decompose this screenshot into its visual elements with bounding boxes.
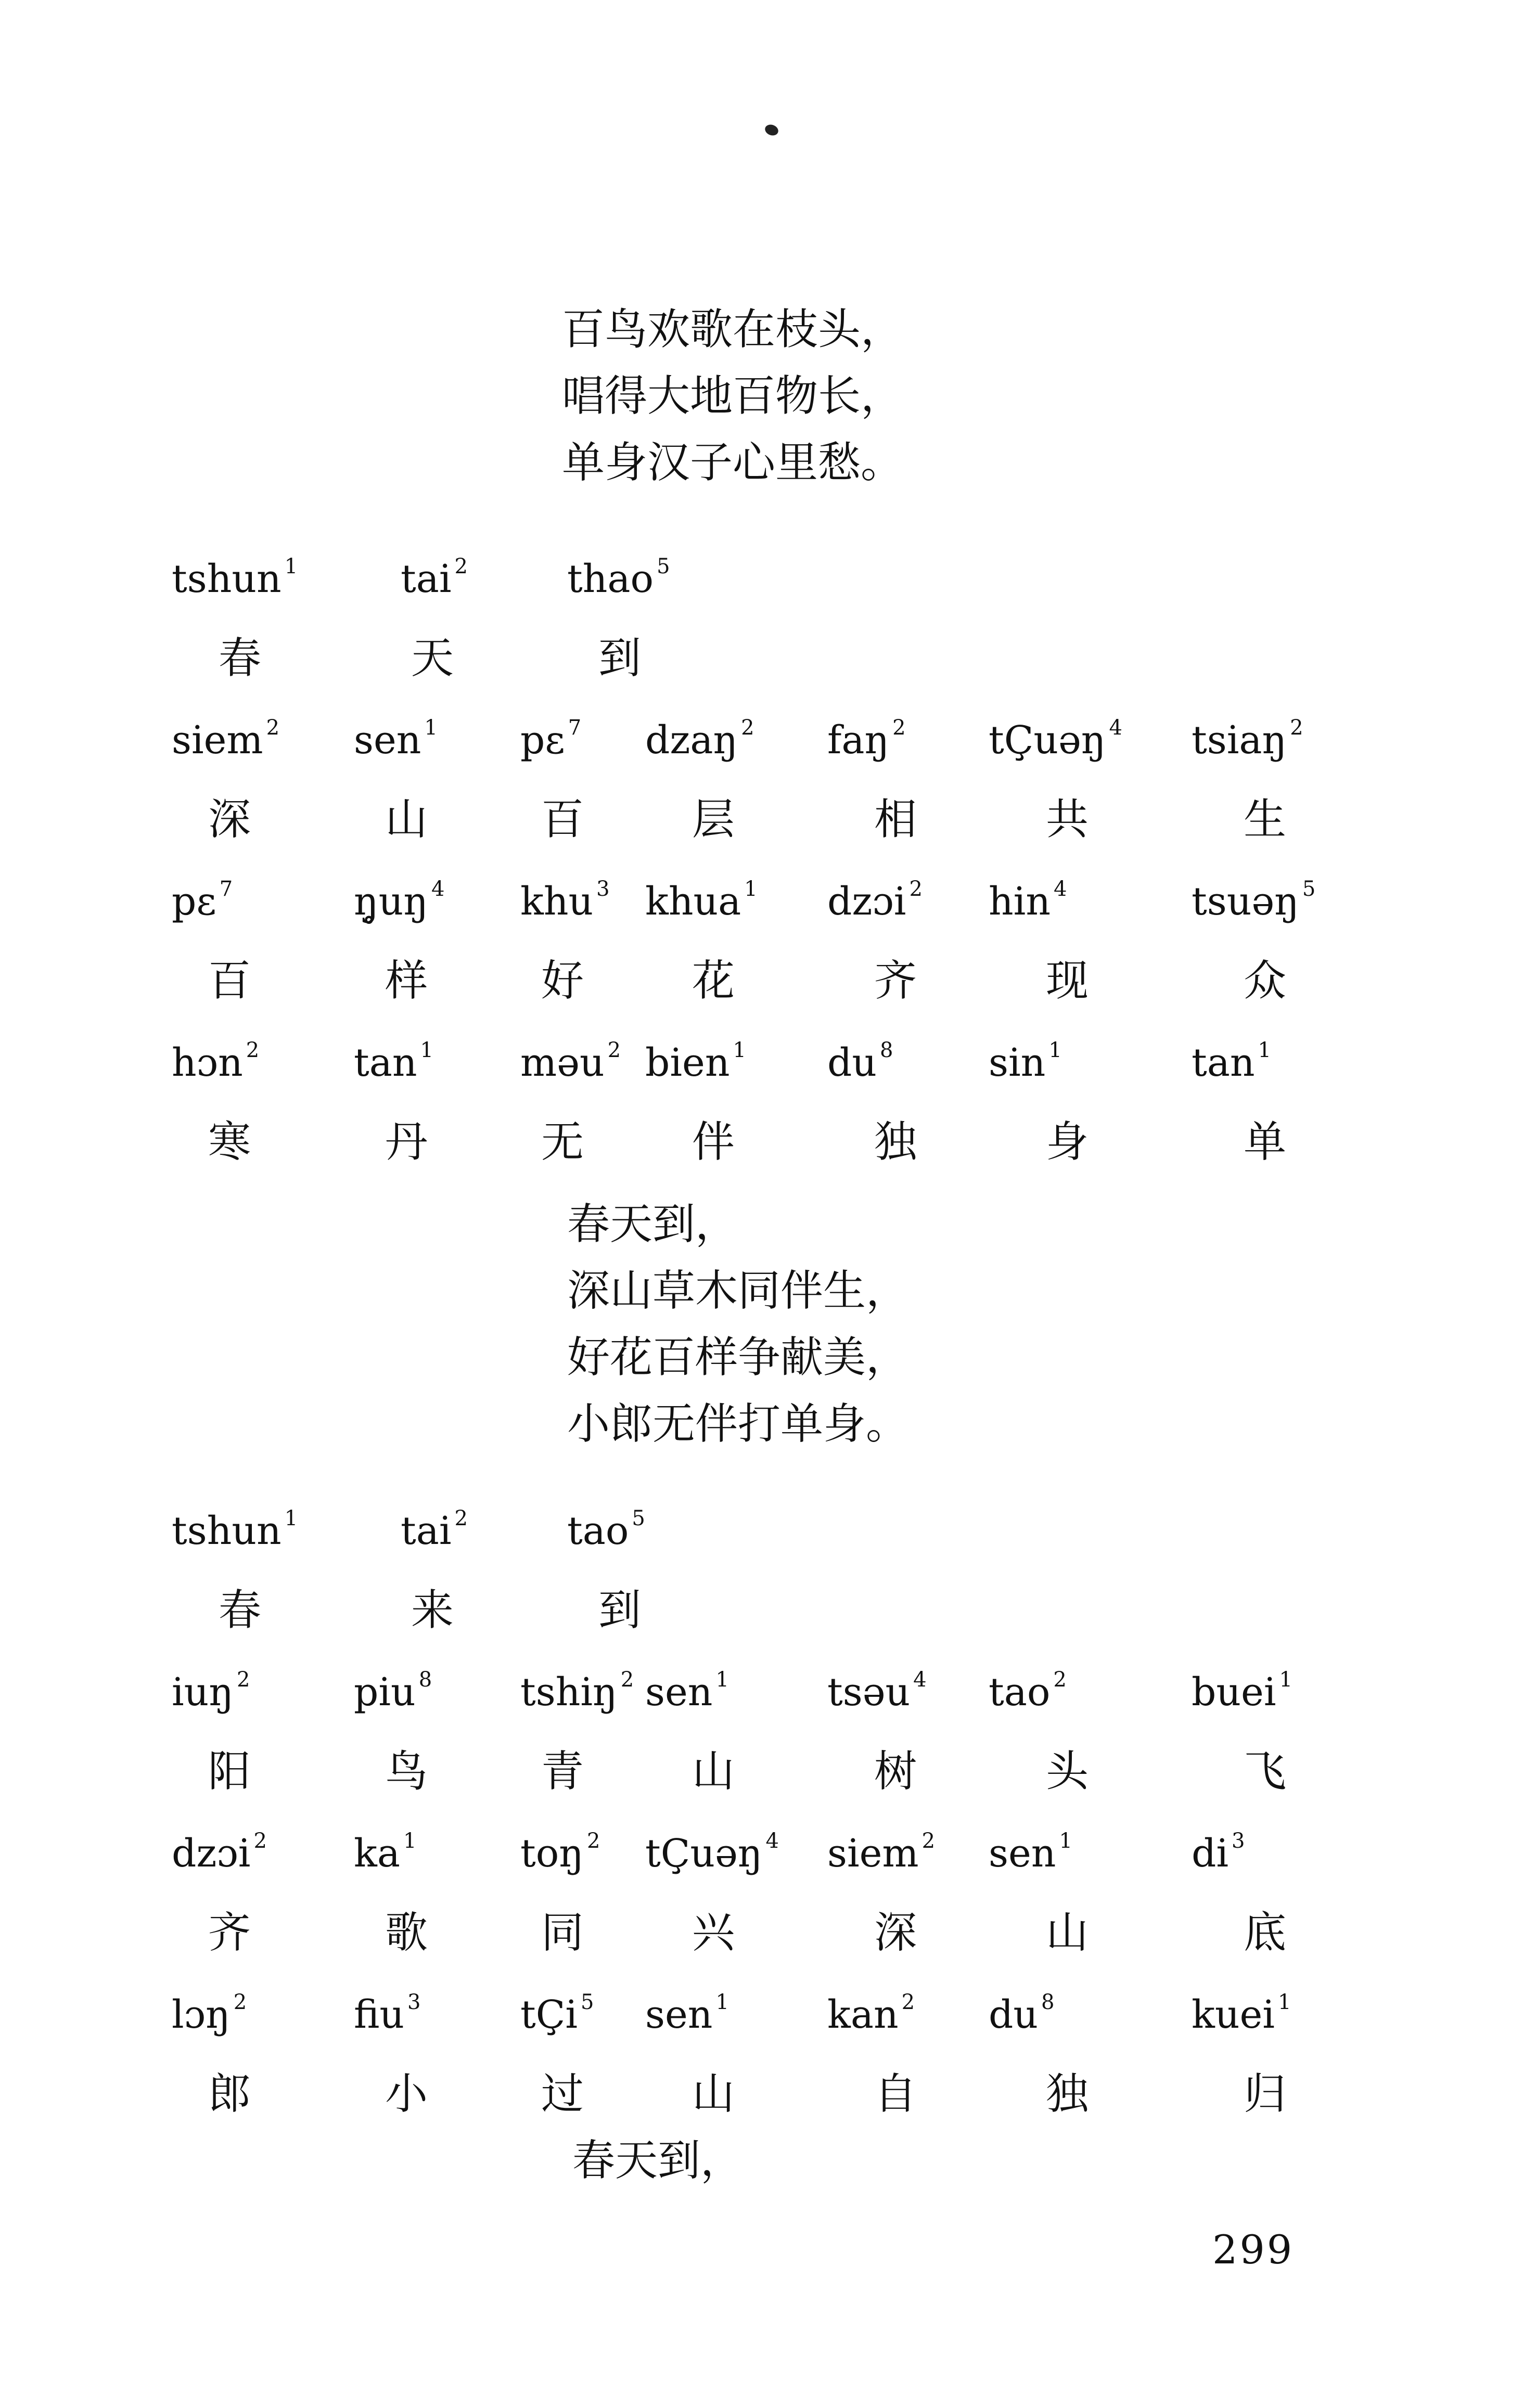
romanization [354,1670,432,1715]
tone-number: 2 [607,1038,621,1063]
romanization-syllable: ŋ̥uŋ [354,879,428,924]
tone-number: 3 [407,1990,421,2015]
romanization-syllable: khu [520,879,594,924]
romanization-syllable: tÇuəŋ [645,1831,763,1876]
tone-number: 3 [596,877,610,902]
hanzi-gloss: 山 [1046,1908,1089,1958]
romanization-syllable: khua [645,879,741,924]
romanization [401,1506,468,1553]
tone-number: 1 [715,1668,729,1692]
romanization-syllable: tan [354,1040,417,1085]
romanization [354,879,444,924]
romanization-syllable: sen [645,1670,713,1715]
tone-number: 2 [266,716,280,740]
hanzi-gloss: 树 [874,1747,917,1796]
gloss-line-8 [0,1992,1536,2148]
hanzi-gloss: 小 [385,2069,428,2119]
stanza-3 [572,2128,743,2194]
romanization-syllable: kuei [1192,1992,1275,2037]
romanization [645,1670,729,1715]
romanization-syllable: di [1192,1831,1229,1876]
hanzi-gloss: 寒 [208,1117,251,1167]
hanzi-gloss: 鸟 [385,1747,428,1796]
tone-number: 1 [1279,1668,1292,1692]
romanization-syllable: fiu [354,1992,405,2037]
romanization-syllable: tsuəŋ [1192,879,1299,924]
romanization-syllable: siem [827,1831,919,1876]
romanization-syllable: pε [172,879,216,924]
romanization-syllable: dzaŋ [645,718,738,763]
tone-number: 2 [253,1829,267,1853]
romanization [1192,879,1315,924]
tone-number: 4 [1109,716,1122,740]
hanzi-gloss: 山 [385,795,428,844]
hanzi-gloss: 样 [385,956,428,1006]
hanzi-gloss: 头 [1046,1747,1089,1796]
romanization-syllable: tai [401,1509,452,1553]
tone-number: 2 [892,716,906,740]
hanzi-gloss: 郎 [208,2069,251,2119]
tone-number: 5 [657,555,670,579]
gloss-line-5 [0,1506,1536,1665]
romanization [827,1670,927,1715]
tone-number: 1 [284,1506,298,1531]
hanzi-gloss: 底 [1244,1908,1287,1958]
stanza-line: 单身汉子心里愁。 [562,438,904,487]
tone-number: 2 [921,1829,936,1853]
romanization [989,1992,1054,2037]
hanzi-gloss: 独 [1046,2069,1089,2119]
romanization [989,1831,1072,1876]
hanzi-gloss: 独 [874,1117,917,1167]
tone-number: 1 [284,555,298,579]
gloss-line-1 [0,557,1536,713]
romanization [827,1040,893,1085]
hanzi-gloss: 百 [541,795,584,844]
stanza-line: 小郎无伴打单身。 [567,1399,909,1449]
hanzi-gloss: 阳 [208,1747,251,1796]
romanization [1192,1670,1292,1715]
romanization-syllable: siem [172,718,263,763]
tone-number: 2 [586,1829,600,1853]
tone-number: 4 [765,1829,779,1853]
tone-number: 5 [581,1990,594,2015]
romanization-syllable: sin [989,1040,1046,1085]
romanization-syllable: sen [989,1831,1056,1876]
romanization-syllable: kan [827,1992,899,2037]
tone-number: 2 [1290,716,1303,740]
tone-number: 8 [880,1038,893,1063]
romanization-syllable: tshun [172,557,281,601]
tone-number: 2 [237,1668,250,1692]
hanzi-gloss: 好 [541,956,584,1006]
hanzi-gloss: 单 [1244,1117,1287,1167]
romanization [645,718,754,763]
romanization-syllable: lɔŋ [172,1992,231,2037]
hanzi-gloss: 相 [874,795,917,844]
tone-number: 3 [1232,1829,1245,1853]
romanization [172,879,233,924]
romanization [1192,1831,1245,1876]
romanization-syllable: toŋ [520,1831,584,1876]
tone-number: 1 [733,1038,746,1063]
romanization [1192,1040,1271,1085]
stanza-line: 春天到， [567,1200,738,1249]
romanization [520,1670,634,1715]
ink-speck [763,123,779,137]
romanization [827,718,906,763]
hanzi-gloss: 歌 [385,1908,428,1958]
tone-number: 1 [1048,1038,1062,1063]
romanization-syllable: buei [1192,1670,1276,1715]
tone-number: 4 [431,877,445,902]
tone-number: 2 [620,1668,634,1692]
tone-number: 2 [454,555,468,579]
hanzi-gloss: 层 [692,795,735,844]
romanization [172,557,298,601]
romanization [354,1831,416,1876]
hanzi-gloss: 身 [1046,1117,1089,1167]
romanization-syllable: tÇuəŋ [989,718,1106,763]
romanization-syllable: tao [989,1670,1051,1715]
hanzi-gloss: 齐 [208,1908,251,1958]
tone-number: 2 [233,1990,247,2015]
romanization [401,557,468,601]
hanzi-gloss: 山 [692,2069,735,2119]
hanzi-gloss: 现 [1046,956,1089,1006]
romanization-syllable: pε [520,718,565,763]
hanzi-gloss: 自 [874,2069,917,2119]
romanization-syllable: tshiŋ [520,1670,618,1715]
hanzi-gloss: 共 [1046,795,1089,844]
stanza-line: 春天到， [572,2136,744,2185]
romanization [1192,1992,1291,2037]
tone-number: 4 [1054,877,1067,902]
romanization-syllable: tsəu [827,1670,911,1715]
tone-number: 7 [568,716,582,740]
romanization-syllable: faŋ [827,718,890,763]
gloss-line-4 [0,1040,1536,1196]
romanization [520,879,610,924]
hanzi-gloss: 众 [1244,956,1287,1006]
page-number: 299 [1212,2226,1295,2273]
hanzi-gloss: 深 [874,1908,917,1958]
hanzi-gloss: 山 [692,1747,735,1796]
stanza-line: 深山草木同伴生， [567,1266,909,1316]
romanization-syllable: du [827,1040,877,1085]
romanization [172,1040,259,1085]
romanization [989,879,1067,924]
romanization-syllable: du [989,1992,1039,2037]
romanization-syllable: dzɔi [172,1831,251,1876]
tone-number: 8 [1041,1990,1055,2015]
romanization [354,1040,433,1085]
hanzi-gloss: 青 [541,1747,584,1796]
romanization [645,879,758,924]
romanization [645,1040,746,1085]
tone-number: 1 [424,716,438,740]
romanization [172,718,279,763]
romanization [520,1831,600,1876]
romanization [172,1992,247,2037]
tone-number: 1 [1277,1990,1291,2015]
hanzi-gloss: 春 [219,1586,262,1635]
tone-number: 5 [632,1506,645,1531]
stanza-line: 好花百样争献美， [567,1333,909,1382]
tone-number: 1 [715,1990,729,2015]
tone-number: 1 [403,1829,417,1853]
romanization-syllable: ka [354,1831,400,1876]
hanzi-gloss: 百 [208,956,251,1006]
tone-number: 5 [1302,877,1316,902]
romanization [645,1992,729,2037]
hanzi-gloss: 飞 [1244,1747,1287,1796]
romanization [989,1670,1067,1715]
tone-number: 2 [741,716,754,740]
gloss-line-3 [0,879,1536,1035]
stanza-2 [567,1191,908,1458]
romanization [645,1831,779,1876]
romanization [989,718,1122,763]
romanization-syllable: iuŋ [172,1670,234,1715]
tone-number: 2 [909,877,923,902]
romanization [989,1040,1062,1085]
romanization [827,1831,935,1876]
hanzi-gloss: 兴 [692,1908,735,1958]
tone-number: 1 [1059,1829,1072,1853]
romanization [520,1040,621,1085]
hanzi-gloss: 生 [1244,795,1287,844]
romanization-syllable: məu [520,1040,605,1085]
romanization-syllable: tan [1192,1040,1255,1085]
gloss-line-6 [0,1670,1536,1826]
romanization-syllable: tÇi [520,1992,578,2037]
romanization-syllable: hɔn [172,1040,243,1085]
tone-number: 2 [901,1990,915,2015]
romanization-syllable: sen [354,718,421,763]
stanza-line: 唱得大地百物长， [562,371,904,421]
romanization [1192,718,1303,763]
romanization-syllable: tai [401,557,452,601]
romanization-syllable: tao [567,1509,629,1553]
hanzi-gloss: 到 [598,1586,642,1635]
romanization [520,1992,594,2037]
tone-number: 4 [913,1668,927,1692]
tone-number: 1 [420,1038,433,1063]
romanization-syllable: bien [645,1040,730,1085]
romanization-syllable: tshun [172,1509,281,1553]
romanization-syllable: piu [354,1670,416,1715]
gloss-line-7 [0,1831,1536,1987]
hanzi-gloss: 到 [598,634,642,683]
tone-number: 2 [246,1038,260,1063]
romanization [354,718,438,763]
romanization [172,1670,250,1715]
tone-number: 2 [454,1506,468,1531]
romanization [567,557,670,601]
hanzi-gloss: 过 [541,2069,584,2119]
hanzi-gloss: 来 [411,1586,454,1635]
hanzi-gloss: 伴 [692,1117,735,1167]
tone-number: 1 [744,877,758,902]
hanzi-gloss: 丹 [385,1117,428,1167]
romanization [172,1506,298,1553]
romanization [520,718,581,763]
romanization-syllable: sen [645,1992,713,2037]
romanization-syllable: thao [567,557,654,601]
romanization [354,1992,420,2037]
hanzi-gloss: 归 [1244,2069,1287,2119]
hanzi-gloss: 同 [541,1908,584,1958]
romanization [827,879,923,924]
romanization [172,1831,267,1876]
romanization-syllable: tsiaŋ [1192,718,1287,763]
stanza-line: 百鸟欢歌在枝头， [562,305,904,354]
hanzi-gloss: 深 [208,795,251,844]
romanization [567,1506,645,1553]
hanzi-gloss: 无 [541,1117,584,1167]
tone-number: 1 [1258,1038,1271,1063]
romanization-syllable: hin [989,879,1051,924]
tone-number: 7 [219,877,233,902]
hanzi-gloss: 天 [411,634,454,683]
stanza-1 [562,297,903,496]
hanzi-gloss: 齐 [874,956,917,1006]
gloss-line-2 [0,718,1536,874]
hanzi-gloss: 花 [692,956,735,1006]
tone-number: 2 [1053,1668,1067,1692]
romanization [827,1992,915,2037]
romanization-syllable: dzɔi [827,879,906,924]
hanzi-gloss: 春 [219,634,262,683]
tone-number: 8 [418,1668,432,1692]
